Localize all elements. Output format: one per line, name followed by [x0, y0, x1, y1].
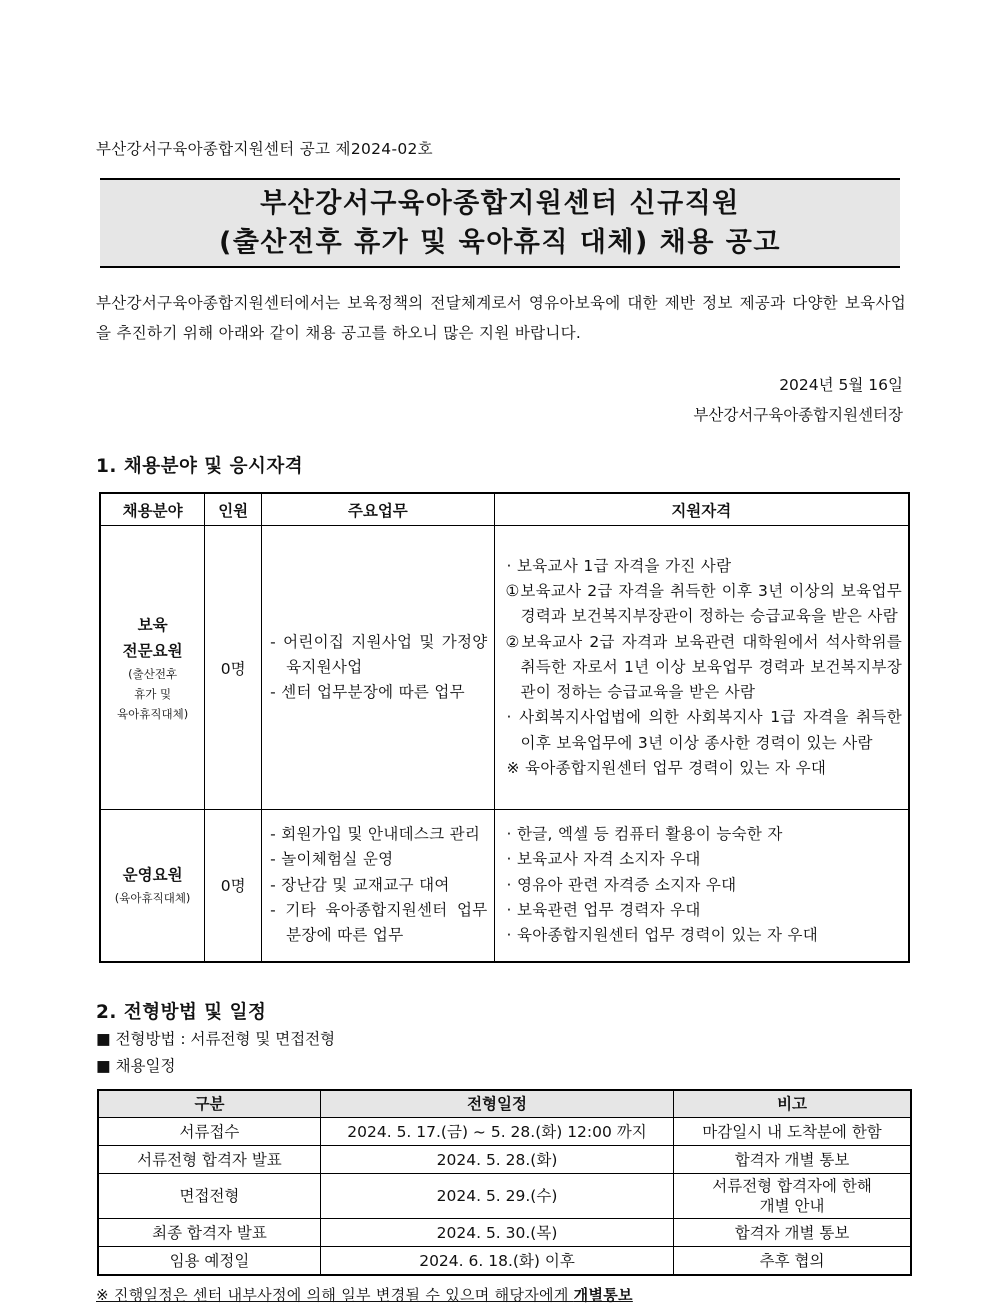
field-name: 보육 전문요원: [122, 615, 183, 660]
title-line-1: 부산강서구육아종합지원센터 신규직원: [260, 188, 740, 219]
stage-cell: 면접전형: [98, 1174, 320, 1219]
note-cell: 합격자 개별 통보: [674, 1146, 911, 1174]
date-cell: 2024. 6. 18.(화) 이후: [320, 1247, 673, 1276]
note-cell: 추후 협의: [674, 1247, 911, 1276]
quals-cell: [494, 810, 909, 962]
stage-cell: 서류접수: [98, 1118, 320, 1146]
list-item: - 놀이체험실 운영: [270, 850, 394, 869]
footnote: [96, 1284, 633, 1305]
field-cell: [100, 810, 205, 962]
table-row: [98, 1146, 911, 1174]
list-item: · 영유아 관련 자격증 소지자 우대: [506, 875, 737, 894]
table-row: [98, 1219, 911, 1247]
list-item: ※ 육아종합지원센터 업무 경력이 있는 자 우대: [506, 759, 827, 778]
note-cell: 합격자 개별 통보: [674, 1219, 911, 1247]
table-row: [100, 526, 909, 810]
list-item: ①보육교사 2급 자격을 취득한 이후 3년 이상의 보육업무 경력과 보건복지부장관이 정하는 승급교육을 받은 사람: [505, 581, 902, 626]
list-item: - 센터 업무분장에 따른 업무: [270, 683, 465, 702]
list-item: · 보육교사 1급 자격을 가진 사람: [506, 556, 732, 575]
table-header-row: [100, 493, 909, 526]
field-cell: [100, 526, 205, 810]
duties-cell: [262, 810, 494, 962]
issue-date-block: [693, 370, 903, 430]
table-row: [98, 1247, 911, 1276]
list-item: · 육아종합지원센터 업무 경력이 있는 자 우대: [506, 926, 819, 945]
section1-heading: 1. 채용분야 및 응시자격: [96, 456, 304, 477]
footnote-bold: 개별통보: [573, 1286, 633, 1304]
stage-cell: 서류전형 합격자 발표: [98, 1146, 320, 1174]
field-name: 운영요원: [122, 866, 183, 885]
field-sub: (출산전후 휴가 및 육아휴직대체): [117, 666, 189, 721]
schedule-table: [97, 1089, 912, 1276]
recruitment-table: [99, 492, 910, 963]
list-item: · 보육교사 자격 소지자 우대: [506, 850, 701, 869]
section2-heading: 2. 전형방법 및 일정: [96, 1002, 267, 1023]
issue-date: 2024년 5월 16일: [779, 376, 903, 394]
col-header: 구분: [98, 1090, 320, 1118]
list-item: - 장난감 및 교재교구 대여: [270, 875, 450, 894]
duties-cell: [262, 526, 494, 810]
list-item: · 사회복지사업법에 의한 사회복지사 1급 자격을 취득한 이후 보육업무에 3년 이상 종사한 경력이 있는 사람: [506, 708, 902, 752]
title-line-2: (출산전후 휴가 및 육아휴직 대체) 채용 공고: [219, 227, 781, 258]
quals-cell: [494, 526, 909, 810]
issuer: 부산강서구육아종합지원센터장: [693, 406, 903, 424]
schedule-label: ■ 채용일정: [96, 1057, 176, 1075]
stage-cell: 최종 합격자 발표: [98, 1219, 320, 1247]
col-header: 비고: [674, 1090, 911, 1118]
count-cell: 0명: [205, 810, 262, 962]
method-line: ■ 전형방법 : 서류전형 및 면접전형: [96, 1030, 336, 1048]
footnote-text: ※ 진행일정은 센터 내부사정에 의해 일부 변경될 수 있으며 해당자에게: [96, 1286, 574, 1304]
col-header: 인원: [205, 493, 262, 526]
col-header: 채용분야: [100, 493, 205, 526]
col-header: 전형일정: [320, 1090, 673, 1118]
list-item: - 어린이집 지원사업 및 가정양육지원사업: [270, 632, 488, 676]
stage-cell: 임용 예정일: [98, 1247, 320, 1276]
date-cell: 2024. 5. 30.(목): [320, 1219, 673, 1247]
col-header: 지원자격: [494, 493, 909, 526]
intro-paragraph: 부산강서구육아종합지원센터에서는 보육정책의 전달체계로서 영유아보육에 대한 제반 정보 제공과 다양한 보육사업을 추진하기 위해 아래와 같이 채용 공고를 하오니 많은 지원 바랍니다.: [96, 294, 906, 342]
table-row: [100, 810, 909, 962]
field-sub: (육아휴직대체): [114, 891, 191, 906]
table-row: [98, 1174, 911, 1219]
count-cell: 0명: [205, 526, 262, 810]
list-item: - 기타 육아종합지원센터 업무분장에 따른 업무: [270, 900, 488, 945]
table-row: [98, 1118, 911, 1146]
col-header: 주요업무: [262, 493, 494, 526]
notice-number: 부산강서구육아종합지원센터 공고 제2024-02호: [96, 140, 433, 158]
page-title: [100, 178, 900, 268]
date-cell: 2024. 5. 29.(수): [320, 1174, 673, 1219]
date-cell: 2024. 5. 28.(화): [320, 1146, 673, 1174]
date-cell: 2024. 5. 17.(금) ~ 5. 28.(화) 12:00 까지: [320, 1118, 673, 1146]
table-header-row: [98, 1090, 911, 1118]
list-item: - 회원가입 및 안내데스크 관리: [270, 825, 481, 843]
note-cell: 서류전형 합격자에 한해 개별 안내: [674, 1174, 911, 1219]
list-item: · 한글, 엑셀 등 컴퓨터 활용이 능숙한 자: [506, 825, 783, 843]
list-item: ②보육교사 2급 자격과 보육관련 대학원에서 석사학위를 취득한 자로서 1년 이상 보육업무 경력과 보건복지부장관이 정하는 승급교육을 받은 사람: [505, 632, 902, 702]
note-cell: 마감일시 내 도착분에 한함: [674, 1118, 911, 1146]
list-item: · 보육관련 업무 경력자 우대: [506, 900, 701, 919]
